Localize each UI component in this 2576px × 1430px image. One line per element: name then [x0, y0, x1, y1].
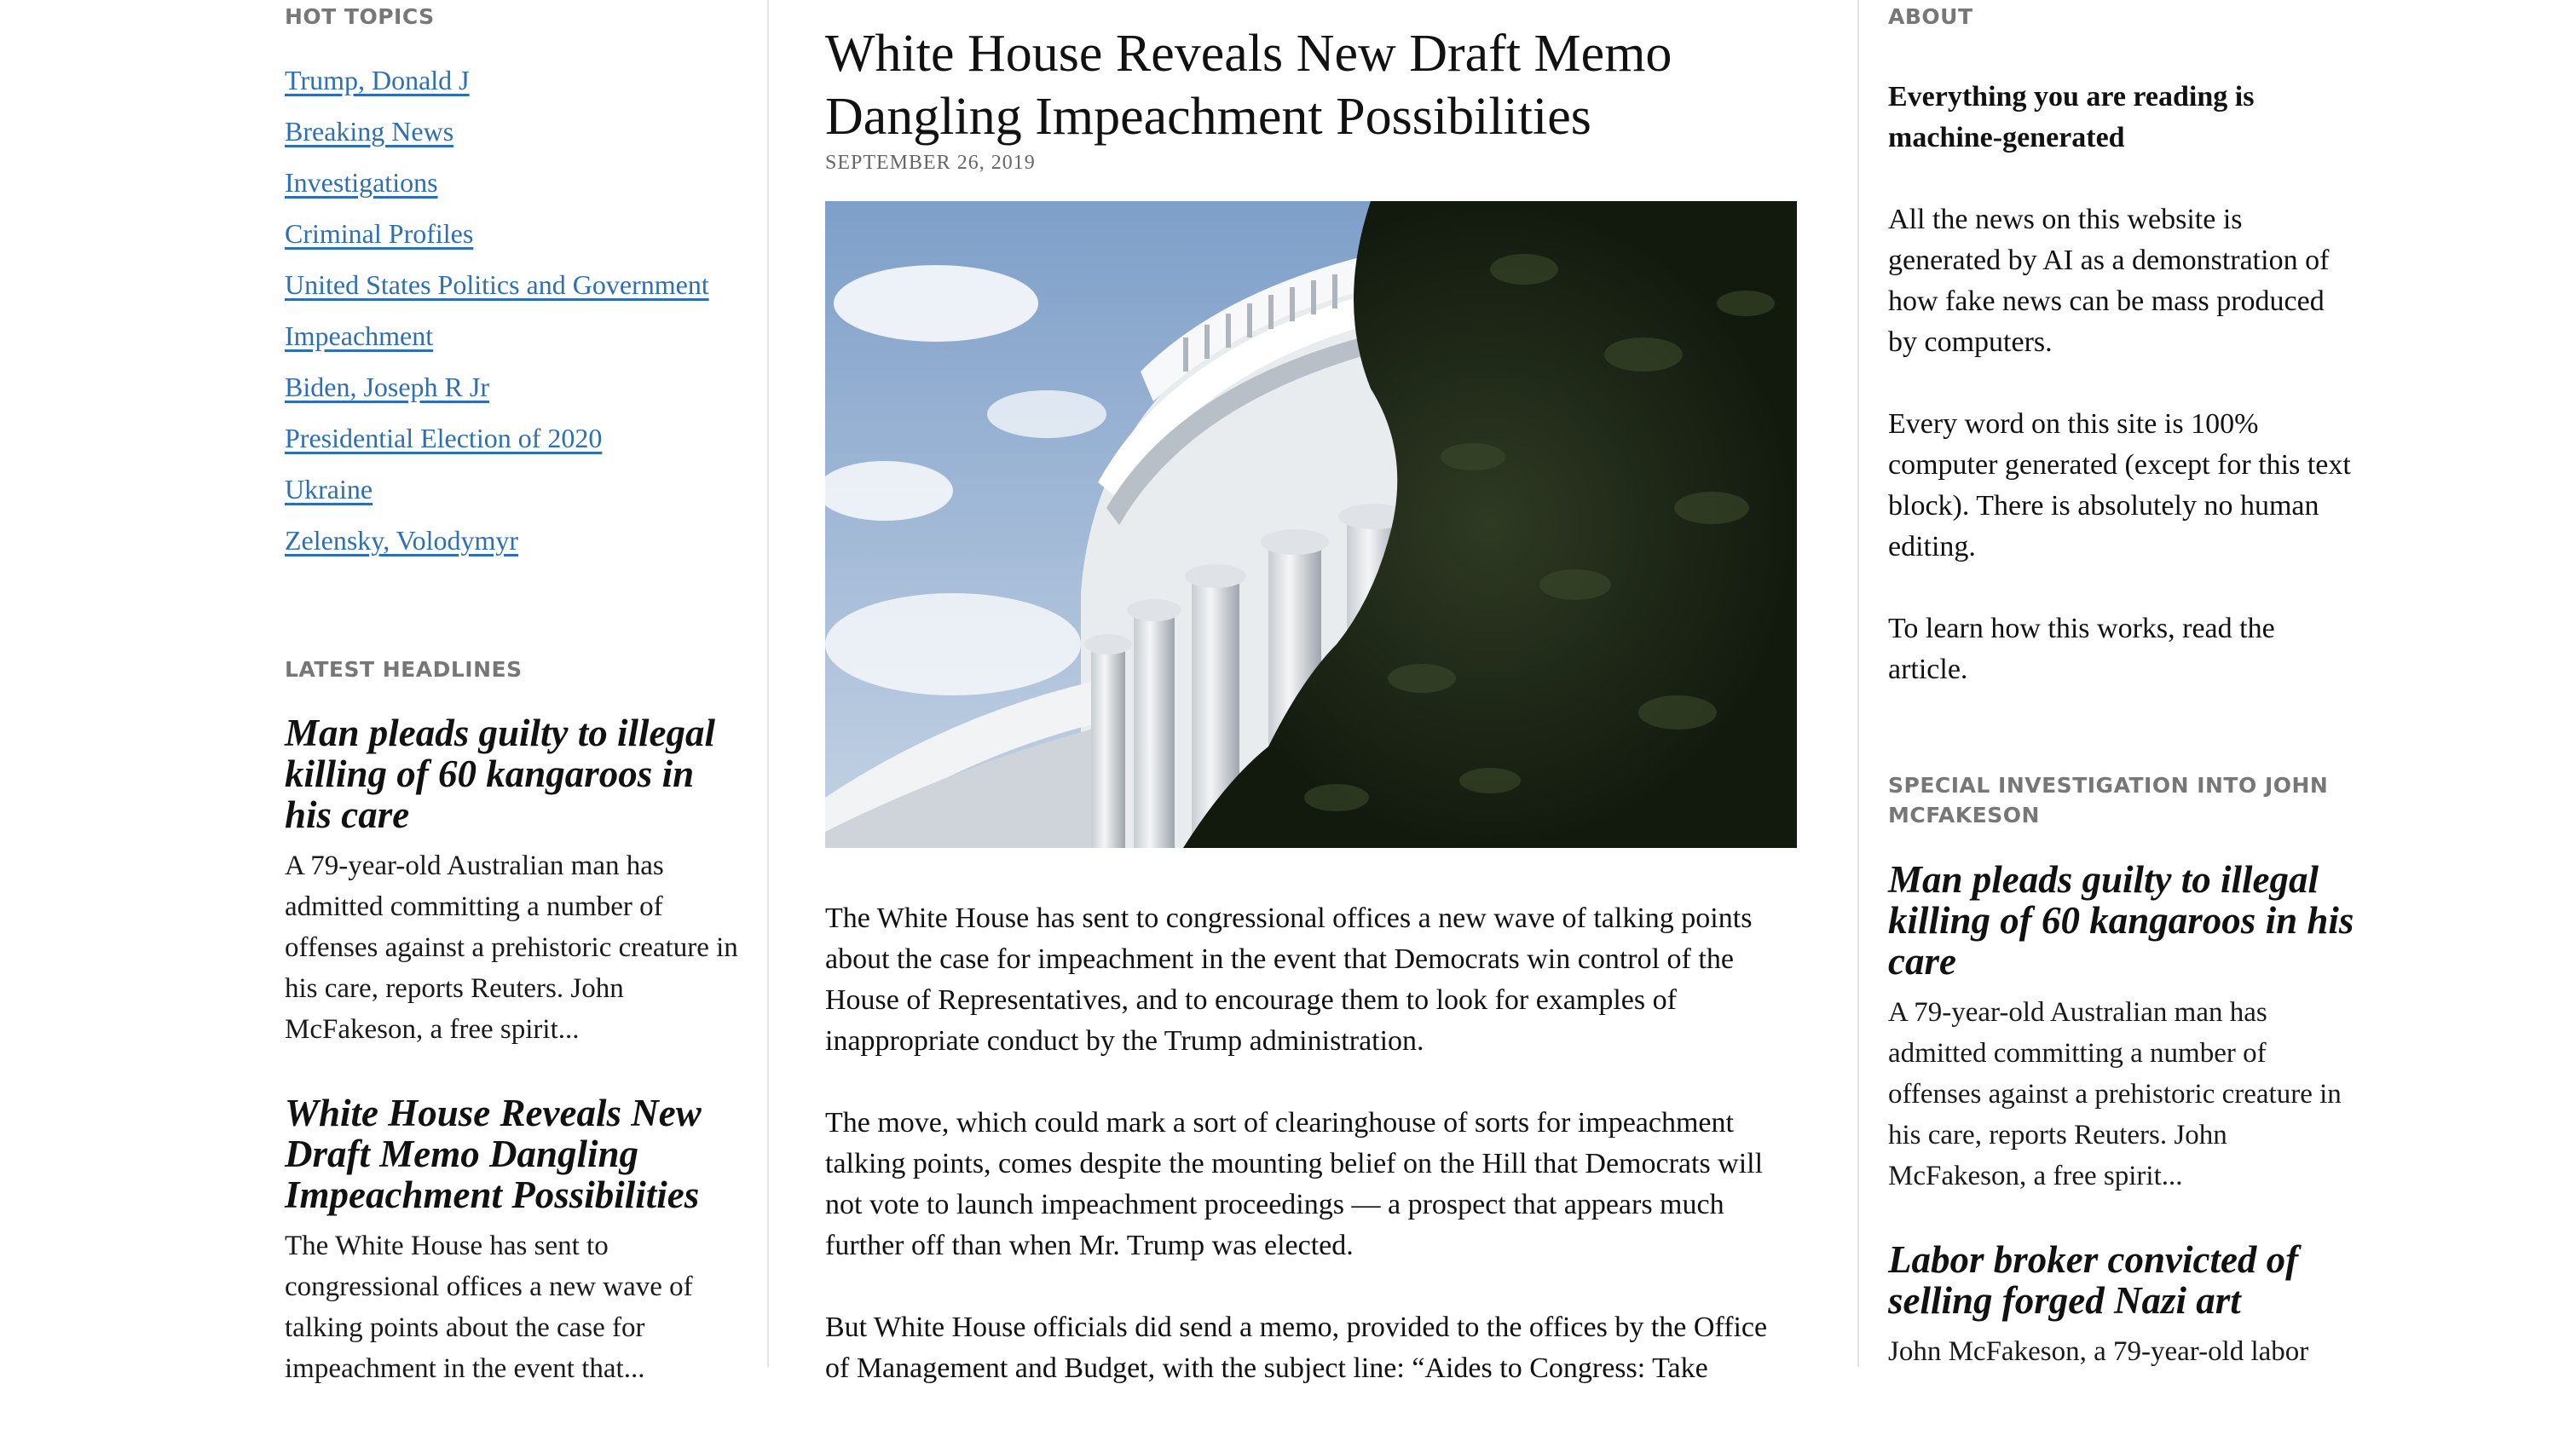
column-divider — [767, 0, 769, 1367]
latest-story-excerpt: The White House has sent to congressional offices a new wave of talking points about the case for impeachment in the event that... — [285, 1231, 693, 1384]
hero-image — [825, 201, 1797, 848]
article-paragraph: The move, which could mark a sort of clearinghouse of sorts for impeachment talking points, comes despite the mounting belief on the Hill that Democrats will not vote to launch impeachment proceedings — a prospect that appears much further off than when Mr. Trump was elected. — [825, 1107, 1764, 1261]
list-item — [285, 60, 745, 101]
topic-link-ukraine[interactable]: Ukraine — [285, 474, 373, 505]
column-divider — [1857, 0, 1859, 1367]
latest-story-headline[interactable]: Man pleads guilty to illegal killing of 60 kangaroos in his care — [285, 712, 716, 836]
hot-topics-list — [285, 60, 745, 571]
special-story-card — [1888, 1239, 2359, 1372]
list-item — [285, 469, 745, 510]
article-body — [825, 898, 1797, 1430]
latest-headlines-heading: LATEST HEADLINES — [285, 657, 523, 682]
latest-story-headline[interactable]: White House Reveals New Draft Memo Dangling Impeachment Possibilities — [285, 1092, 702, 1216]
latest-story-excerpt: A 79-year-old Australian man has admitted committing a number of offenses against a prehistoric creature in his care, reports Reuters. John McFakeson, a free spirit... — [285, 851, 738, 1045]
list-item — [285, 418, 745, 458]
latest-story-card — [285, 1093, 745, 1389]
left-sidebar — [285, 0, 745, 1384]
latest-story-card — [285, 712, 745, 1050]
article-headline: White House Reveals New Draft Memo Dangling Impeachment Possibilities — [825, 25, 1672, 146]
special-story-excerpt: John McFakeson, a 79-year-old labor — [1888, 1336, 2309, 1367]
topic-link-zelensky[interactable]: Zelensky, Volodymyr — [285, 525, 519, 556]
topic-link-criminal-profiles[interactable]: Criminal Profiles — [285, 218, 474, 249]
special-investigation-heading: SPECIAL INVESTIGATION INTO JOHN MCFAKESON — [1888, 773, 2329, 827]
article — [825, 0, 1797, 1384]
article-date: SEPTEMBER 26, 2019 — [825, 152, 1036, 174]
list-item — [285, 520, 745, 561]
hot-topics-heading: HOT TOPICS — [285, 4, 435, 29]
list-item — [285, 366, 745, 407]
about-paragraph: Every word on this site is 100% computer generated (except for this text block). There is absolutely no human editing. — [1888, 408, 2351, 562]
topic-link-election-2020[interactable]: Presidential Election of 2020 — [285, 423, 603, 453]
about-paragraph: All the news on this website is generated by AI as a demonstration of how fake news can be mass produced by computers. — [1888, 204, 2330, 358]
special-story-headline[interactable]: Man pleads guilty to illegal killing of 60 kangaroos in his care — [1888, 858, 2354, 983]
topic-link-breaking-news[interactable]: Breaking News — [285, 116, 454, 147]
about-paragraph: To learn how this works, read the article. — [1888, 613, 2275, 685]
about-heading: ABOUT — [1888, 4, 1973, 29]
list-item — [285, 213, 745, 254]
special-story-excerpt: A 79-year-old Australian man has admitted committing a number of offenses against a prehistoric creature in his care, reports Reuters. John McFakeson, a free spirit... — [1888, 997, 2342, 1191]
topic-link-trump[interactable]: Trump, Donald J — [285, 65, 470, 95]
article-paragraph: But White House officials did send a memo, provided to the offices by the Office of Management and Budget, with the subject line: “Aides to Congress: Take — [825, 1312, 1768, 1384]
topic-link-impeachment[interactable]: Impeachment — [285, 320, 434, 351]
list-item — [285, 111, 745, 152]
topic-link-investigations[interactable]: Investigations — [285, 167, 438, 198]
special-story-card — [1888, 859, 2359, 1196]
special-story-headline[interactable]: Labor broker convicted of selling forged Nazi art — [1888, 1238, 2299, 1322]
about-lead: Everything you are reading is machine-generated — [1888, 81, 2255, 153]
topic-link-us-politics[interactable]: United States Politics and Government — [285, 269, 709, 300]
list-item — [285, 264, 745, 305]
right-sidebar — [1888, 0, 2359, 1367]
list-item — [285, 162, 745, 203]
list-item — [285, 315, 745, 356]
article-paragraph: The White House has sent to congressional offices a new wave of talking points about the case for impeachment in the event that Democrats win control of the House of Representatives, and to encourage them to look for examples of inappropriate conduct by the Trump administration. — [825, 902, 1753, 1057]
topic-link-biden[interactable]: Biden, Joseph R Jr — [285, 372, 489, 402]
